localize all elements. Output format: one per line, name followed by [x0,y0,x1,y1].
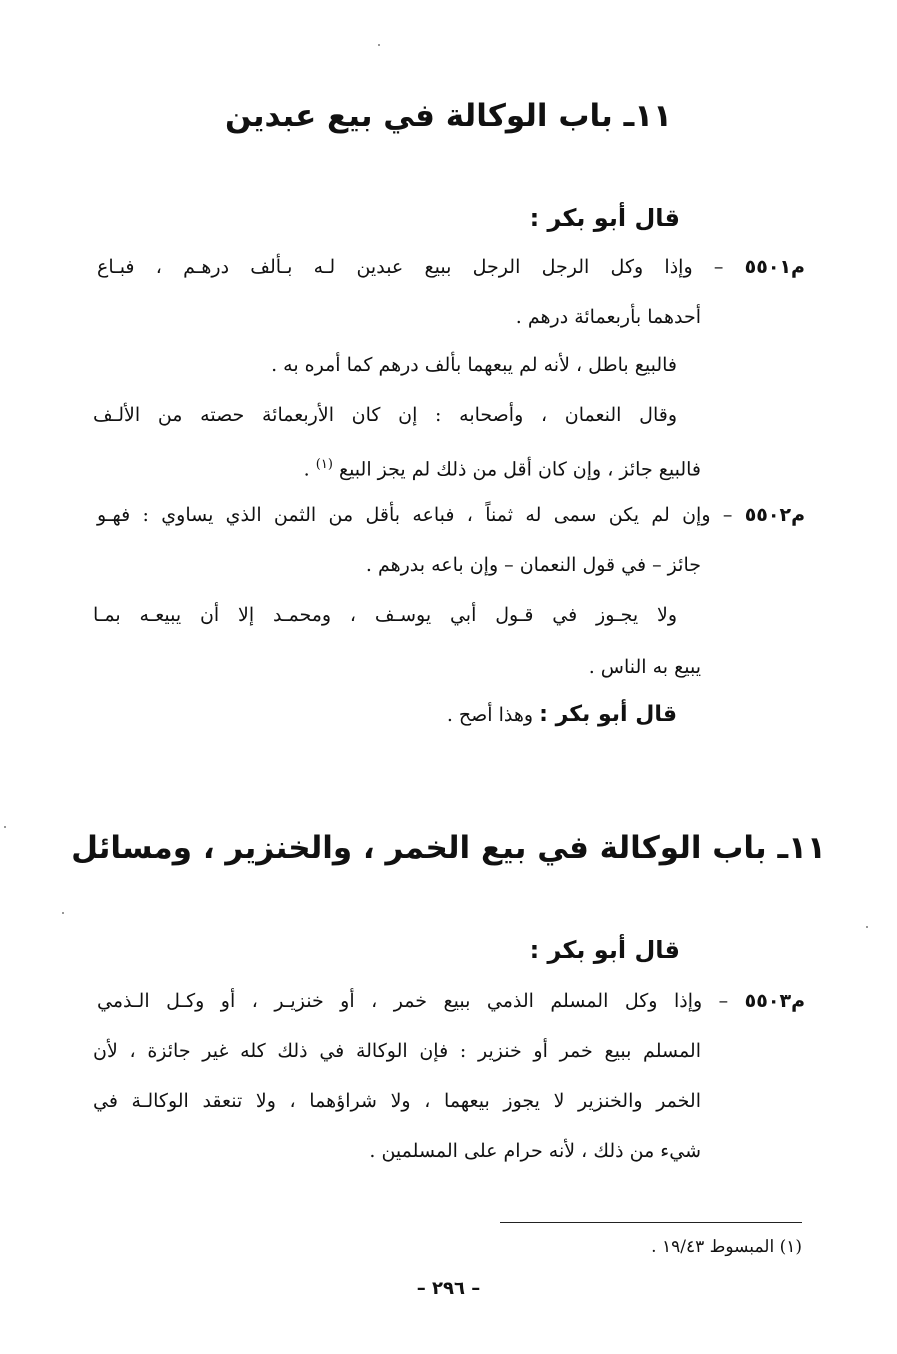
paragraph-3-line-1: ولا يجـوز في قـول أبي يوسـف ، ومحمـد إلا أن يبيعـه بمـا [93,604,677,626]
entry-5503-line-3: الخمر والخنزير لا يجوز بيعهما ، ولا شراؤهما ، ولا تنعقد الوكالـة في [93,1090,701,1112]
chapter-title-2: ١١ـ باب الوكالة في بيع الخمر ، والخنزير ، ومسائل [71,830,826,866]
entry-number: م٥٥٠٣ [744,990,805,1012]
footnote-marker: (١) [779,1237,802,1257]
speaker-heading-2: قال أبو بكر : [529,936,680,964]
entry-5503-line-4: شيء من ذلك ، لأنه حرام على المسلمين . [369,1140,701,1162]
closing-text: وهذا أصح . [446,704,534,726]
entry-text: – وإذا وكل الرجل الرجل ببيع عبدين لـه بـألف درهـم ، فبـاع [97,256,724,278]
scan-speck [866,926,868,928]
page-number: – ٢٩٦ – [416,1278,481,1299]
entry-5501-line-2: أحدهما بأربعمائة درهم . [515,306,701,328]
entry-number: م٥٥٠٢ [744,504,806,526]
entry-5502-line-1 [97,500,805,530]
footnote [651,1234,802,1260]
entry-5503-line-2: المسلم ببيع خمر أو خنزير : فإن الوكالة في ذلك كله غير جائزة ، لأن [93,1040,701,1062]
entry-number: م٥٥٠١ [744,256,805,278]
scan-speck [378,44,380,46]
paragraph-3-line-2: يبيع به الناس . [588,656,701,678]
paragraph-2-line-2 [304,450,701,484]
entry-text: – وإن لم يكن سمى له ثمناً ، فباعه بأقل من الثمن الذي يساوي : فهـو [97,504,733,526]
entry-5501-line-1 [97,252,805,282]
speaker-heading-1: قال أبو بكر : [529,204,680,232]
scan-speck [62,912,64,914]
entry-5502-line-2: جائز – في قول النعمان – وإن باعه بدرهم . [365,554,701,576]
entry-text: – وإذا وكل المسلم الذمي ببيع خمر ، أو خنزيـر ، أو وكـل الـذمي [97,990,729,1012]
footnote-text: المبسوط ١٩/٤٣ . [651,1237,775,1257]
paragraph-1: فالبيع باطل ، لأنه لم يبعهما بألف درهم كما أمره به . [271,354,677,376]
closing-remark [447,700,677,730]
paragraph-2-period: . [303,458,310,481]
footnote-divider [500,1222,802,1223]
paragraph-2-line-1: وقال النعمان ، وأصحابه : إن كان الأربعمائة حصته من الألـف [93,404,677,426]
scan-speck [4,826,6,828]
footnote-reference[interactable]: (١) [315,457,333,472]
paragraph-2-text: فالبيع جائز ، وإن كان أقل من ذلك لم يجز البيع [338,458,701,481]
chapter-title-1: ١١ـ باب الوكالة في بيع عبدين [224,98,673,134]
entry-5503-line-1 [97,986,805,1016]
closing-speaker: قال أبو بكر : [539,702,677,727]
